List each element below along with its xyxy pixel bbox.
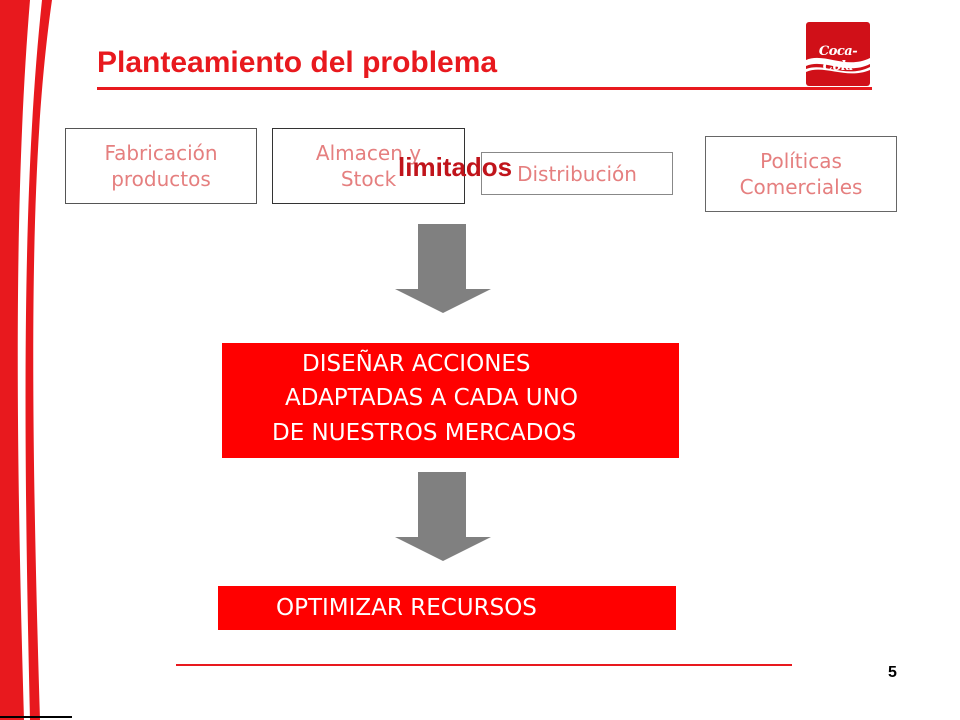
- corner-mark: [0, 716, 72, 718]
- politicas-line2: Comerciales: [739, 175, 863, 199]
- acciones-box: [222, 343, 679, 458]
- acciones-line1: DISEÑAR ACCIONES: [302, 351, 531, 377]
- fabricacion-line2: productos: [111, 167, 211, 191]
- limitados-label: limitados: [398, 152, 513, 182]
- fabricacion-box: [65, 128, 257, 204]
- almacen-line1: Almacen y: [315, 141, 422, 165]
- down-arrow-icon: [395, 224, 491, 314]
- politicas-box: [705, 136, 897, 212]
- optimizar-label: OPTIMIZAR RECURSOS: [276, 595, 537, 621]
- footer-rule: [176, 664, 792, 666]
- title-underline: [97, 87, 872, 90]
- politicas-line1: Políticas: [760, 149, 842, 173]
- coca-cola-logo-icon: [806, 22, 870, 86]
- fabricacion-line1: Fabricación: [104, 141, 218, 165]
- side-ribbon: [0, 0, 90, 720]
- logo-wordmark: Coca-Cola: [818, 44, 858, 74]
- acciones-line3: DE NUESTROS MERCADOS: [272, 420, 577, 446]
- acciones-line2: ADAPTADAS A CADA UNO: [285, 385, 578, 411]
- page-title: Planteamiento del problema: [97, 46, 498, 79]
- almacen-line2: Stock: [340, 167, 397, 191]
- distribucion-label: Distribución: [517, 161, 637, 186]
- optimizar-box: [218, 586, 676, 630]
- page-number: 5: [888, 664, 897, 681]
- down-arrow-icon: [395, 472, 491, 562]
